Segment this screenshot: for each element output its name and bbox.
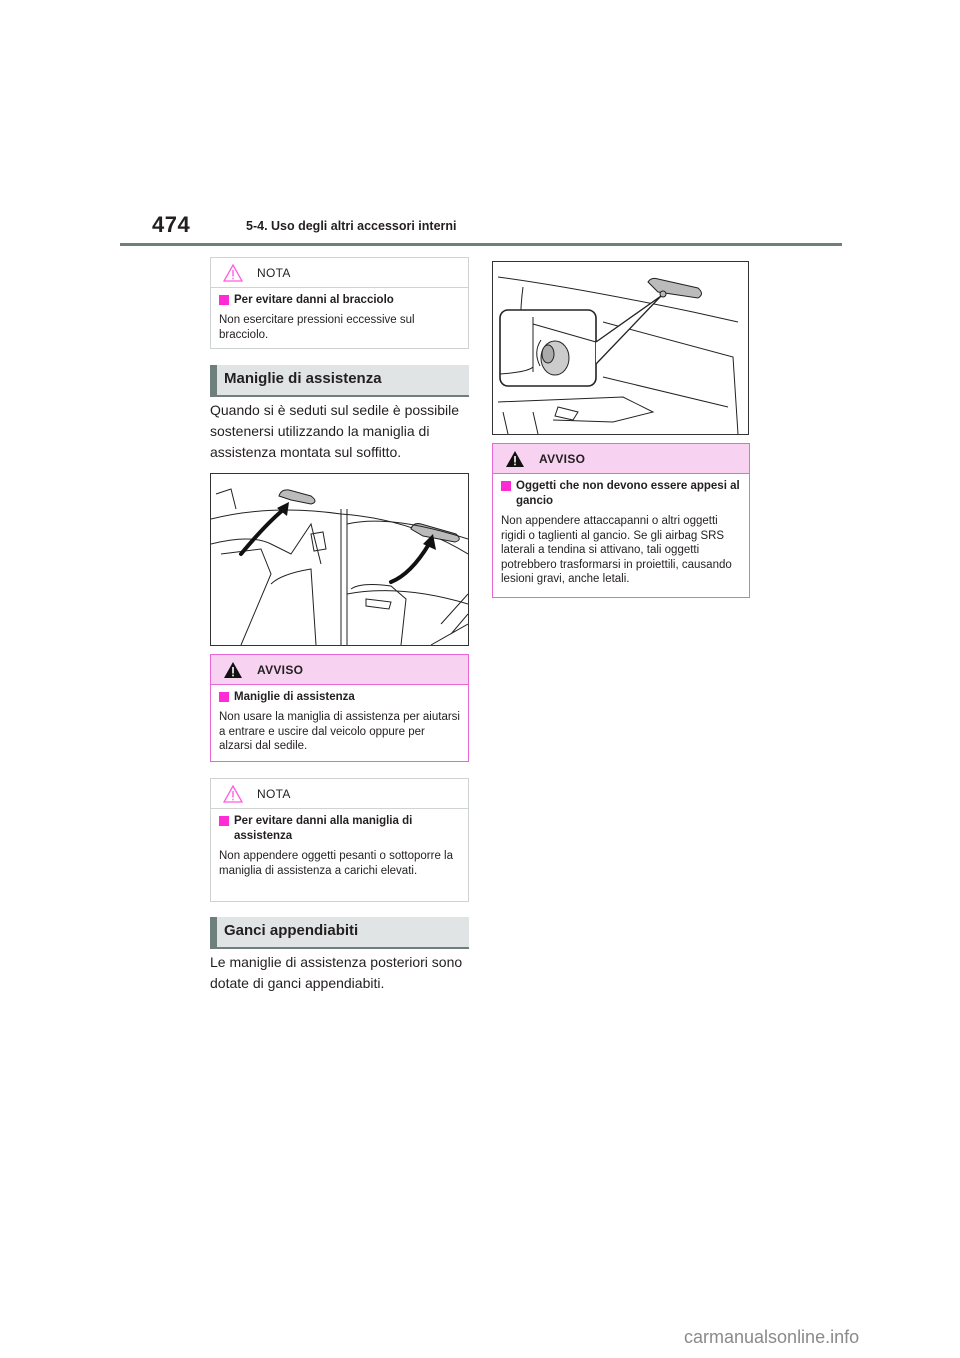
avviso-box-assist-grips (210, 654, 469, 762)
heading-text: Maniglie di assistenza (224, 370, 382, 387)
heading-text: Ganci appendiabiti (224, 922, 359, 939)
coat-hook-illustration (492, 261, 749, 435)
nota-header (211, 258, 468, 288)
caution-outline-icon (223, 264, 243, 282)
header-rule (120, 243, 842, 246)
bullet-square-icon (219, 295, 229, 305)
assist-grip-illustration (210, 473, 469, 646)
nota-subheading: Per evitare danni alla maniglia di assistenza (234, 815, 413, 842)
bullet-square-icon (219, 692, 229, 702)
warning-triangle-icon (223, 661, 243, 679)
avviso-header (493, 444, 749, 474)
avviso-label: AVVISO (257, 662, 304, 677)
avviso-label: AVVISO (539, 451, 586, 466)
section-heading-coat-hooks (210, 917, 469, 949)
avviso-text: Non usare la maniglia di assistenza per aiutarsi a entrare e uscire dal veicolo oppure per alzarsi dal sedile. (219, 711, 460, 752)
nota-box-armrest (210, 257, 469, 349)
avviso-subheading: Oggetti che non devono essere appesi al gancio (516, 480, 740, 507)
bullet-square-icon (501, 481, 511, 491)
heading-bar (210, 917, 217, 947)
caution-outline-icon (223, 785, 243, 803)
section-title: 5-4. Uso degli altri accessori interni (246, 219, 457, 233)
warning-triangle-icon (505, 450, 525, 468)
heading-bar (210, 365, 217, 395)
avviso-box-coat-hooks (492, 443, 750, 598)
nota-label: NOTA (257, 265, 291, 280)
nota-text: Non esercitare pressioni eccessive sul bracciolo. (219, 314, 415, 341)
bullet-square-icon (219, 816, 229, 826)
avviso-header (211, 655, 468, 685)
watermark-link[interactable]: carmanualsonline.info (684, 1327, 860, 1347)
nota-label: NOTA (257, 786, 291, 801)
nota-header (211, 779, 468, 809)
paragraph-assist-grips: Quando si è seduti sul sedile è possibile sostenersi utilizzando la maniglia di assistenza montata sul soffitto. (210, 402, 460, 460)
section-heading-assist-grips (210, 365, 469, 397)
nota-subheading: Per evitare danni al bracciolo (234, 294, 394, 306)
nota-box-assist-grip-damage (210, 778, 469, 902)
page-number: 474 (152, 212, 191, 237)
avviso-subheading: Maniglie di assistenza (234, 691, 355, 703)
avviso-text: Non appendere attaccapanni o altri oggetti rigidi o taglienti al gancio. Se gli airbag SRS laterali a tendina si attivano, tali oggetti potrebbero trasformarsi in proiettili, causando lesioni gravi, anche letali. (501, 515, 732, 585)
paragraph-coat-hooks: Le maniglie di assistenza posteriori sono dotate di ganci appendiabiti. (210, 954, 463, 991)
nota-text: Non appendere oggetti pesanti o sottoporre la maniglia di assistenza a carichi elevati. (219, 850, 453, 877)
